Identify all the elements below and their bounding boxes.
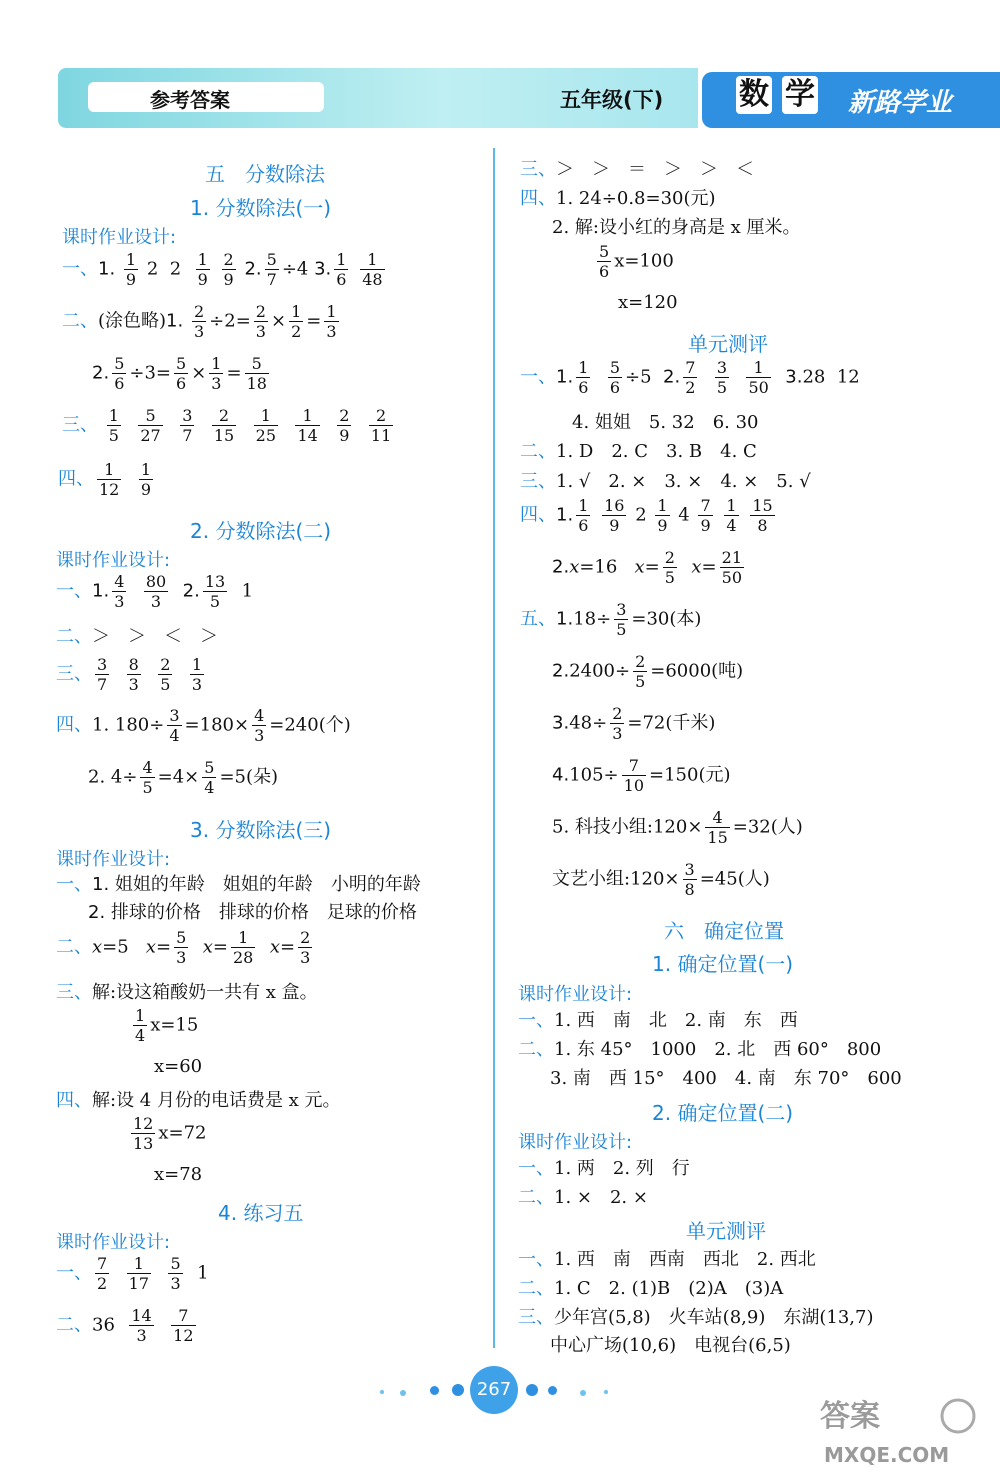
answer-row: 三、＞ ＞ ＝ ＞ ＞ ＜ — [520, 159, 754, 180]
homework-label: 课时作业设计: — [518, 984, 633, 1005]
answer-row: 三、1. √ 2. × 3. × 4. × 5. √ — [520, 471, 811, 492]
part-marker: 四、 — [58, 468, 94, 490]
answer-row: 一、1. 姐姐的年龄 姐姐的年龄 小明的年龄 — [56, 874, 421, 895]
homework-label: 课时作业设计: — [62, 227, 177, 248]
answer-row: 2. 解:设小红的身高是 x 厘米。 — [552, 217, 801, 238]
answer-row: 一、1. $\frac{1}{6}$ $\frac{5}{6}$ ÷5 2. $\frac{7}{2}$ $\frac{3}{5}$ $\frac{1}{50}$ 3.28 12 — [520, 358, 860, 397]
answer-row: $\frac{12}{13}$ x=72 — [133, 1114, 207, 1153]
answer-row: 4.105÷ $\frac{7}{10}$ =150(元) — [552, 756, 731, 795]
homework-label: 课时作业设计: — [56, 1232, 171, 1253]
svg-text:答案: 答案 — [820, 1399, 880, 1434]
answer-row: 二、1. × 2. × — [518, 1187, 648, 1208]
decor-dot — [452, 1384, 464, 1396]
section-title-6-1: 1. 确定位置(一) — [652, 952, 794, 976]
answer-row: 三、少年宫(5,8) 火车站(8,9) 东湖(13,7) — [518, 1307, 874, 1328]
answer-row: 二、1. D 2. C 3. B 4. C — [520, 441, 757, 462]
decor-dot — [526, 1384, 538, 1396]
decor-dot — [548, 1386, 557, 1395]
answer-row: 二、1. 东 45° 1000 2. 北 西 60° 800 — [518, 1039, 882, 1060]
section-title-4: 4. 练习五 — [218, 1201, 304, 1225]
column-divider — [493, 148, 495, 1348]
answer-row: 四、1. 180÷ $\frac{3}{4}$ =180× $\frac{4}{3}$ =240(个) — [56, 706, 351, 745]
answer-row: 一、 $\frac{7}{2}$ $\frac{1}{17}$ $\frac{5}{3}$ 1 — [56, 1254, 209, 1293]
decor-dot — [580, 1390, 586, 1396]
decor-dot — [400, 1390, 406, 1396]
answer-row: 3. 南 西 15° 400 4. 南 东 70° 600 — [550, 1068, 902, 1089]
part-marker: 一、 — [62, 258, 98, 280]
answer-row: 二、x=5 x= $\frac{5}{3}$ x= $\frac{1}{28}$ x= $\frac{2}{3}$ — [56, 928, 311, 967]
grade-label: 五年级(下) — [560, 88, 664, 112]
section-title-3: 3. 分数除法(三) — [190, 818, 332, 842]
section-title-2: 2. 分数除法(二) — [190, 519, 332, 543]
part-marker: 二、 — [62, 310, 98, 332]
answer-row: 5. 科技小组:120× $\frac{4}{15}$ =32(人) — [552, 808, 803, 847]
answer-row: 3.48÷ $\frac{2}{3}$ =72(千米) — [552, 704, 716, 743]
answer-row: 2. $\frac{5}{6}$ ÷3= $\frac{5}{6}$ × $\frac{1}{3}$ = $\frac{5}{18}$ — [92, 354, 267, 393]
answer-row: 五、1.18÷ $\frac{3}{5}$ =30(本) — [520, 600, 702, 639]
answer-row: 4. 姐姐 5. 32 6. 30 — [572, 412, 759, 433]
homework-label: 课时作业设计: — [56, 849, 171, 870]
answer-row: 二、1. C 2. (1)B (2)A (3)A — [518, 1278, 784, 1299]
answer-row: 四、1. 24÷0.8=30(元) — [520, 188, 716, 209]
chapter-title: 五 分数除法 — [205, 162, 325, 186]
answer-row: 2.2400÷ $\frac{2}{5}$ =6000(吨) — [552, 652, 744, 691]
answer-row: 三、 $\frac{1}{5}$ $\frac{5}{27}$ $\frac{3}{7}$ $\frac{2}{15}$ $\frac{1}{25}$ $\frac{1}{14}$ $\frac{2}{9}$ $\frac{2}{11}$ — [62, 406, 392, 445]
part-marker: 三、 — [62, 414, 98, 436]
section-title-6-2: 2. 确定位置(二) — [652, 1101, 794, 1125]
answer-row: 一、1. 西 南 西南 西北 2. 西北 — [518, 1249, 816, 1270]
watermark-logo — [820, 1392, 980, 1472]
answer-row: 一、1. $\frac{1}{9}$ 2 2 $\frac{1}{9}$ $\frac{2}{9}$ 2. $\frac{5}{7}$ ÷4 3. $\frac{1}{6}$ $\frac{1}{48}$ — [62, 250, 383, 289]
homework-label: 课时作业设计: — [518, 1132, 633, 1153]
unit-test-title: 单元测评 — [688, 332, 768, 356]
brand-logo: 新路学业 — [848, 88, 953, 118]
answer-row: 二、(涂色略)1. $\frac{2}{3}$ ÷2= $\frac{2}{3}$ × $\frac{1}{2}$ = $\frac{1}{3}$ — [62, 302, 337, 341]
decor-dot — [604, 1390, 608, 1394]
svg-text:MXQE.COM: MXQE.COM — [824, 1443, 950, 1467]
section-title-1: 1. 分数除法(一) — [190, 196, 332, 220]
answer-row: 四、 $\frac{1}{12}$ $\frac{1}{9}$ — [58, 460, 151, 499]
answer-row: x=78 — [154, 1164, 203, 1185]
unit-test-title-2: 单元测评 — [686, 1219, 766, 1243]
answer-row: 一、1. 西 南 北 2. 南 东 西 — [518, 1010, 798, 1031]
answer-row: 2. 4÷ $\frac{4}{5}$ =4× $\frac{5}{4}$ =5(朵) — [88, 758, 279, 797]
answer-row: 文艺小组:120× $\frac{3}{8}$ =45(人) — [552, 860, 770, 899]
answer-row: 四、解:设 4 月份的电话费是 x 元。 — [56, 1090, 341, 1111]
answer-row: $\frac{5}{6}$ x=100 — [599, 242, 674, 281]
answer-row: x=60 — [154, 1056, 203, 1077]
answer-row: 2. 排球的价格 排球的价格 足球的价格 — [88, 902, 417, 923]
decor-dot — [430, 1386, 439, 1395]
answer-row: 二、＞ ＞ ＜ ＞ — [56, 626, 218, 647]
answer-row: 一、1. $\frac{4}{3}$ $\frac{80}{3}$ 2. $\frac{13}{5}$ 1 — [56, 572, 254, 611]
subject-char-2: 学 — [782, 76, 818, 114]
subject-char-1: 数 — [736, 76, 772, 114]
answer-row: 四、1. $\frac{1}{6}$ $\frac{16}{9}$ 2 $\frac{1}{9}$ 4 $\frac{7}{9}$ $\frac{1}{4}$ $\frac{15}{8}$ — [520, 496, 773, 535]
answer-row: 三、 $\frac{3}{7}$ $\frac{8}{3}$ $\frac{2}{5}$ $\frac{1}{3}$ — [56, 655, 203, 694]
answer-row: x=120 — [618, 292, 678, 313]
header-label: 参考答案 — [150, 88, 230, 112]
chapter-title-6: 六 确定位置 — [664, 919, 784, 943]
answer-row: 2.x=16 x= $\frac{2}{5}$ x= $\frac{21}{50}$ — [552, 548, 742, 587]
answer-row: 三、解:设这箱酸奶一共有 x 盒。 — [56, 982, 318, 1003]
answer-row: $\frac{1}{4}$ x=15 — [135, 1006, 199, 1045]
answer-row: 二、36 $\frac{14}{3}$ $\frac{7}{12}$ — [56, 1306, 194, 1345]
decor-dot — [380, 1390, 384, 1394]
homework-label: 课时作业设计: — [56, 550, 171, 571]
answer-row: 中心广场(10,6) 电视台(6,5) — [550, 1335, 791, 1356]
page-number: 267 — [470, 1366, 518, 1414]
answer-row: 一、1. 两 2. 列 行 — [518, 1158, 690, 1179]
